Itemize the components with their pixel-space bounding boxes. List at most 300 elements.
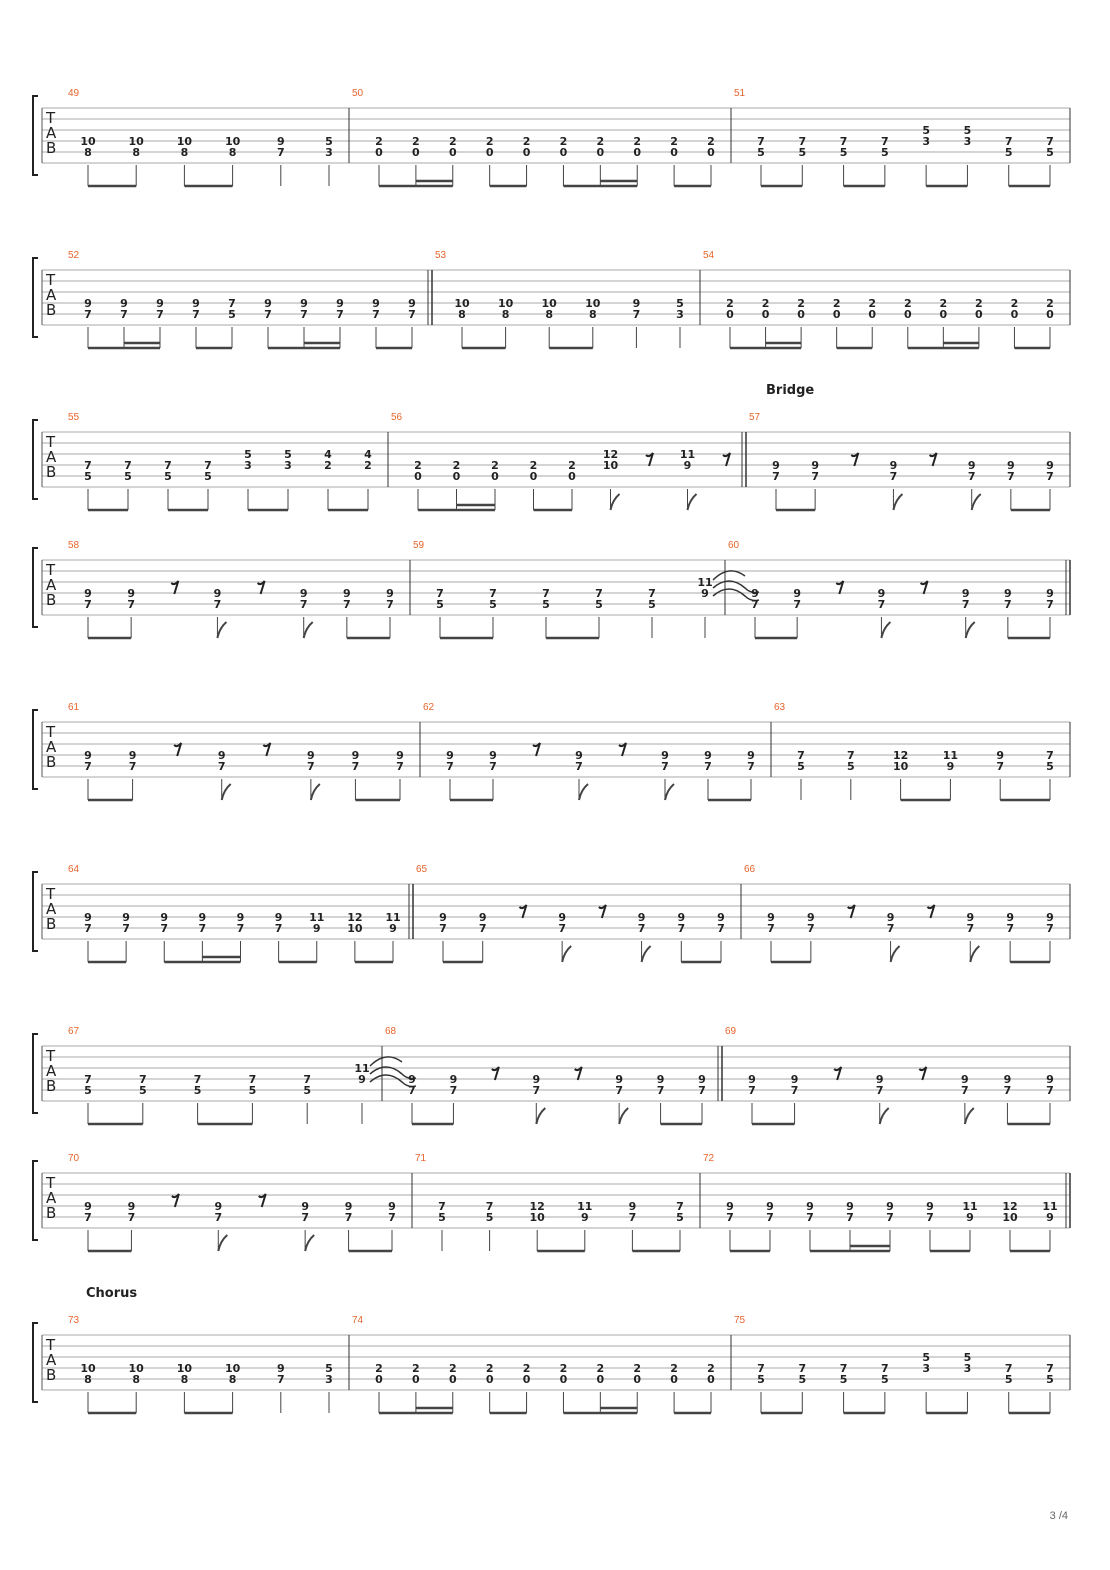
fret-number: 9 — [875, 1073, 884, 1086]
fret-number: 9 — [558, 911, 566, 924]
fret-number: 11 — [1042, 1200, 1058, 1213]
fret-number: 7 — [595, 587, 603, 600]
fret-number: 9 — [656, 1073, 665, 1086]
fret-number: 2 — [485, 135, 494, 148]
fret-number: 9 — [344, 1200, 353, 1213]
fret-number: 7 — [84, 308, 92, 321]
fret-number: 9 — [1046, 587, 1054, 600]
fret-number: 7 — [798, 135, 807, 148]
fret-number: 5 — [204, 470, 212, 483]
eighth-rest — [258, 581, 265, 594]
fret-number: 7 — [661, 760, 669, 773]
fret-number: 9 — [439, 911, 447, 924]
fret-number: 0 — [448, 146, 457, 159]
fret-number: 7 — [124, 459, 132, 472]
fret-number: 9 — [264, 297, 272, 310]
measure-number: 71 — [415, 1153, 427, 1164]
fret-number: 5 — [325, 1362, 333, 1375]
fret-number: 7 — [386, 598, 394, 611]
fret-number: 9 — [299, 587, 308, 600]
fret-number: 0 — [868, 308, 877, 321]
fret-number: 2 — [726, 297, 734, 310]
system-brace — [33, 96, 38, 175]
eighth-rest — [259, 1194, 266, 1207]
fret-number: 7 — [408, 308, 416, 321]
fret-number: 9 — [198, 911, 207, 924]
tab-clef-letter: A — [46, 448, 57, 466]
fret-number: 7 — [372, 308, 380, 321]
fret-number: 2 — [529, 459, 538, 472]
system-brace — [33, 420, 38, 499]
fret-number: 0 — [633, 146, 642, 159]
fret-number: 7 — [766, 1211, 774, 1224]
fret-number: 0 — [375, 146, 383, 159]
fret-number: 10 — [497, 297, 514, 310]
fret-number: 9 — [372, 297, 380, 310]
fret-number: 7 — [726, 1211, 734, 1224]
fret-number: 9 — [213, 587, 222, 600]
fret-number: 9 — [793, 587, 801, 600]
fret-number: 5 — [489, 598, 497, 611]
fret-number: 5 — [963, 1351, 972, 1364]
tab-clef-letter: B — [46, 139, 57, 157]
fret-number: 2 — [522, 1362, 531, 1375]
fret-number: 9 — [236, 911, 245, 924]
fret-number: 0 — [707, 1373, 715, 1386]
measure-number: 67 — [68, 1026, 80, 1037]
fret-number: 8 — [228, 146, 237, 159]
fret-number: 11 — [385, 911, 401, 924]
fret-number: 0 — [1046, 308, 1054, 321]
fret-number: 5 — [797, 760, 805, 773]
fret-number: 7 — [875, 1084, 884, 1097]
fret-number: 9 — [214, 1200, 223, 1213]
measure-number: 53 — [435, 250, 447, 261]
eighth-rest — [519, 905, 526, 918]
fret-number: 7 — [656, 1084, 665, 1097]
fret-number: 7 — [214, 1211, 223, 1224]
fret-number: 7 — [1046, 1084, 1054, 1097]
fret-number: 5 — [757, 146, 765, 159]
tab-clef-letter: T — [46, 1047, 56, 1065]
fret-number: 0 — [596, 146, 605, 159]
fret-number: 9 — [877, 587, 886, 600]
fret-number: 8 — [501, 308, 510, 321]
fret-number: 2 — [448, 135, 457, 148]
fret-number: 9 — [772, 459, 780, 472]
fret-number: 7 — [798, 1362, 807, 1375]
fret-number: 0 — [939, 308, 948, 321]
fret-number: 9 — [312, 922, 321, 935]
fret-number: 7 — [632, 308, 641, 321]
fret-number: 7 — [217, 760, 226, 773]
fret-number: 0 — [726, 308, 734, 321]
note-flag — [970, 946, 979, 962]
fret-number: 8 — [545, 308, 554, 321]
fret-number: 2 — [670, 135, 678, 148]
fret-number: 8 — [84, 1373, 92, 1386]
fret-number: 10 — [529, 1211, 545, 1224]
fret-number: 9 — [704, 749, 712, 762]
fret-number: 2 — [485, 1362, 494, 1375]
fret-number: 11 — [697, 576, 713, 589]
tab-clef-letter: B — [46, 1077, 57, 1095]
fret-number: 9 — [946, 760, 955, 773]
fret-number: 8 — [180, 1373, 189, 1386]
fret-number: 7 — [446, 760, 454, 773]
fret-number: 9 — [343, 587, 351, 600]
fret-number: 10 — [176, 1362, 193, 1375]
fret-number: 7 — [438, 1200, 446, 1213]
fret-number: 7 — [128, 760, 137, 773]
fret-number: 9 — [386, 587, 394, 600]
fret-number: 7 — [747, 760, 755, 773]
fret-number: 9 — [966, 911, 975, 924]
measure-number: 57 — [749, 412, 761, 423]
fret-number: 5 — [284, 448, 292, 461]
measure-number: 56 — [391, 412, 403, 423]
fret-number: 12 — [347, 911, 363, 924]
fret-number: 9 — [961, 1073, 969, 1086]
fret-number: 10 — [224, 135, 241, 148]
measure-number: 55 — [68, 412, 80, 423]
fret-number: 9 — [889, 459, 898, 472]
fret-number: 9 — [767, 911, 775, 924]
tab-clef-letter: A — [46, 286, 57, 304]
fret-number: 2 — [522, 135, 531, 148]
measure-number: 64 — [68, 864, 80, 875]
tab-clef-letter: A — [46, 124, 57, 142]
tab-clef-letter: B — [46, 753, 57, 771]
fret-number: 9 — [351, 749, 360, 762]
fret-number: 7 — [637, 922, 646, 935]
fret-number: 9 — [156, 297, 164, 310]
fret-number: 7 — [228, 297, 236, 310]
fret-number: 7 — [489, 587, 497, 600]
fret-number: 7 — [698, 1084, 706, 1097]
fret-number: 9 — [637, 911, 646, 924]
fret-number: 2 — [633, 135, 642, 148]
fret-number: 0 — [375, 1373, 383, 1386]
note-flag — [688, 494, 697, 510]
fret-number: 0 — [412, 1373, 420, 1386]
fret-number: 5 — [1046, 760, 1054, 773]
measure-number: 49 — [68, 88, 80, 99]
fret-number: 7 — [122, 922, 130, 935]
fret-number: 9 — [961, 587, 970, 600]
fret-number: 10 — [128, 1362, 144, 1375]
section-label: Chorus — [86, 1286, 138, 1301]
fret-number: 2 — [868, 297, 877, 310]
tab-clef-letter: B — [46, 463, 57, 481]
fret-number: 2 — [633, 1362, 642, 1375]
tab-clef-letter: A — [46, 1189, 57, 1207]
fret-number: 7 — [299, 598, 308, 611]
fret-number: 7 — [449, 1084, 458, 1097]
note-flag — [311, 784, 320, 800]
fret-number: 2 — [1010, 297, 1019, 310]
fret-number: 7 — [767, 922, 775, 935]
fret-number: 2 — [707, 135, 715, 148]
fret-number: 10 — [454, 297, 470, 310]
fret-number: 7 — [198, 922, 207, 935]
fret-number: 5 — [1004, 1373, 1013, 1386]
measure-number: 68 — [385, 1026, 397, 1037]
fret-number: 9 — [726, 1200, 734, 1213]
fret-number: 9 — [336, 297, 344, 310]
measure-number: 54 — [703, 250, 715, 261]
fret-number: 2 — [448, 1362, 457, 1375]
eighth-rest — [834, 1067, 841, 1080]
fret-number: 2 — [1046, 297, 1054, 310]
fret-number: 0 — [975, 308, 983, 321]
fret-number: 2 — [412, 135, 420, 148]
fret-number: 9 — [307, 749, 315, 762]
fret-number: 10 — [80, 135, 96, 148]
fret-number: 12 — [602, 448, 619, 461]
fret-number: 7 — [961, 598, 970, 611]
fret-number: 10 — [541, 297, 557, 310]
fret-number: 7 — [1046, 470, 1054, 483]
measure-number: 66 — [744, 864, 756, 875]
fret-number: 9 — [811, 459, 819, 472]
fret-number: 7 — [1046, 598, 1054, 611]
fret-number: 5 — [244, 448, 252, 461]
fret-number: 0 — [761, 308, 770, 321]
note-flag — [665, 784, 674, 800]
fret-number: 9 — [1046, 459, 1054, 472]
fret-number: 5 — [881, 1373, 889, 1386]
fret-number: 7 — [751, 598, 759, 611]
fret-number: 10 — [892, 760, 909, 773]
fret-number: 9 — [751, 587, 759, 600]
fret-number: 2 — [797, 297, 805, 310]
fret-number: 7 — [138, 1073, 147, 1086]
fret-number: 9 — [84, 587, 92, 600]
fret-number: 7 — [84, 1211, 92, 1224]
fret-number: 9 — [300, 297, 308, 310]
fret-number: 2 — [761, 297, 770, 310]
fret-number: 7 — [127, 598, 135, 611]
fret-number: 5 — [595, 598, 603, 611]
fret-number: 0 — [568, 470, 576, 483]
fret-number: 2 — [596, 1362, 605, 1375]
fret-number: 5 — [648, 598, 656, 611]
fret-number: 7 — [748, 1084, 756, 1097]
note-flag — [965, 1108, 974, 1124]
fret-number: 9 — [84, 297, 92, 310]
fret-number: 0 — [1010, 308, 1019, 321]
fret-number: 7 — [846, 749, 855, 762]
fret-number: 7 — [677, 922, 686, 935]
fret-number: 0 — [559, 146, 568, 159]
tab-clef-letter: T — [46, 271, 56, 289]
eighth-rest — [575, 1067, 582, 1080]
fret-number: 0 — [485, 146, 494, 159]
fret-number: 7 — [204, 459, 212, 472]
fret-number: 7 — [300, 308, 308, 321]
fret-number: 5 — [676, 297, 684, 310]
fret-number: 9 — [1046, 1211, 1054, 1224]
fret-number: 9 — [701, 587, 709, 600]
fret-number: 5 — [846, 760, 855, 773]
fret-number: 7 — [628, 1211, 637, 1224]
fret-number: 10 — [176, 135, 193, 148]
fret-number: 9 — [408, 297, 416, 310]
note-flag — [966, 622, 975, 638]
fret-number: 7 — [575, 760, 583, 773]
fret-number: 2 — [903, 297, 912, 310]
fret-number: 9 — [1006, 911, 1014, 924]
measure-number: 50 — [352, 88, 364, 99]
fret-number: 7 — [757, 135, 765, 148]
fret-number: 7 — [961, 1084, 969, 1097]
fret-number: 7 — [1004, 1362, 1013, 1375]
measure-number: 61 — [68, 702, 80, 713]
section-label: Bridge — [766, 383, 815, 398]
fret-number: 5 — [798, 1373, 807, 1386]
fret-number: 9 — [677, 911, 686, 924]
fret-number: 9 — [120, 297, 128, 310]
fret-number: 7 — [757, 1362, 765, 1375]
fret-number: 2 — [412, 1362, 420, 1375]
fret-number: 7 — [307, 760, 315, 773]
fret-number: 5 — [228, 308, 236, 321]
fret-number: 2 — [414, 459, 422, 472]
fret-number: 9 — [615, 1073, 623, 1086]
fret-number: 3 — [284, 459, 292, 472]
note-flag — [891, 946, 900, 962]
fret-number: 2 — [596, 135, 605, 148]
fret-number: 2 — [832, 297, 841, 310]
fret-number: 7 — [478, 922, 487, 935]
fret-number: 7 — [793, 598, 801, 611]
fret-number: 9 — [886, 1200, 894, 1213]
bend-arc — [713, 571, 745, 580]
fret-number: 2 — [559, 135, 568, 148]
fret-number: 9 — [966, 1211, 974, 1224]
fret-number: 9 — [698, 1073, 706, 1086]
fret-number: 9 — [766, 1200, 774, 1213]
eighth-rest — [619, 743, 626, 756]
fret-number: 9 — [127, 1200, 136, 1213]
fret-number: 5 — [485, 1211, 494, 1224]
fret-number: 7 — [1004, 135, 1013, 148]
tab-clef-letter: A — [46, 900, 57, 918]
fret-number: 7 — [1004, 598, 1012, 611]
fret-number: 7 — [84, 598, 92, 611]
eighth-rest — [930, 453, 937, 466]
fret-number: 7 — [1046, 135, 1054, 148]
measure-number: 70 — [68, 1153, 80, 1164]
bend-arc — [370, 1057, 402, 1066]
note-flag — [642, 946, 651, 962]
fret-number: 5 — [84, 470, 92, 483]
fret-number: 11 — [942, 749, 959, 762]
note-flag — [217, 622, 226, 638]
system-brace — [33, 1161, 38, 1240]
note-flag — [218, 1235, 227, 1251]
fret-number: 0 — [522, 146, 531, 159]
fret-number: 7 — [84, 1073, 92, 1086]
fret-number: 0 — [903, 308, 912, 321]
fret-number: 9 — [408, 1073, 416, 1086]
measure-number: 51 — [734, 88, 746, 99]
fret-number: 0 — [707, 146, 715, 159]
fret-number: 9 — [632, 297, 641, 310]
fret-number: 2 — [452, 459, 461, 472]
fret-number: 10 — [602, 459, 619, 472]
fret-number: 7 — [889, 470, 898, 483]
measure-number: 75 — [734, 1315, 746, 1326]
fret-number: 9 — [1046, 1073, 1054, 1086]
fret-number: 9 — [748, 1073, 756, 1086]
fret-number: 7 — [276, 146, 285, 159]
fret-number: 3 — [325, 146, 333, 159]
fret-number: 11 — [309, 911, 325, 924]
fret-number: 7 — [120, 308, 128, 321]
fret-number: 9 — [661, 749, 669, 762]
note-flag — [222, 784, 231, 800]
fret-number: 5 — [438, 1211, 446, 1224]
note-flag — [611, 494, 620, 510]
fret-number: 8 — [588, 308, 597, 321]
fret-number: 0 — [670, 1373, 678, 1386]
fret-number: 7 — [127, 1211, 136, 1224]
fret-number: 0 — [797, 308, 805, 321]
fret-number: 7 — [926, 1211, 934, 1224]
fret-number: 7 — [772, 470, 780, 483]
fret-number: 0 — [670, 146, 678, 159]
fret-number: 8 — [132, 1373, 141, 1386]
fret-number: 9 — [747, 749, 755, 762]
fret-number: 5 — [84, 1084, 92, 1097]
fret-number: 9 — [358, 1073, 366, 1086]
fret-number: 11 — [679, 448, 696, 461]
fret-number: 9 — [790, 1073, 799, 1086]
fret-number: 7 — [248, 1073, 257, 1086]
fret-number: 7 — [351, 760, 360, 773]
fret-number: 12 — [1002, 1200, 1018, 1213]
fret-number: 2 — [375, 135, 383, 148]
fret-number: 4 — [324, 448, 332, 461]
eighth-rest — [533, 743, 540, 756]
fret-number: 2 — [707, 1362, 715, 1375]
fret-number: 7 — [797, 749, 805, 762]
fret-number: 9 — [806, 1200, 814, 1213]
fret-number: 0 — [633, 1373, 642, 1386]
fret-number: 9 — [1004, 587, 1012, 600]
fret-number: 9 — [301, 1200, 309, 1213]
fret-number: 10 — [1002, 1211, 1018, 1224]
eighth-rest — [921, 581, 928, 594]
measure-number: 63 — [774, 702, 786, 713]
fret-number: 7 — [489, 760, 497, 773]
note-flag — [893, 494, 902, 510]
fret-number: 7 — [274, 922, 283, 935]
measure-number: 59 — [413, 540, 425, 551]
fret-number: 5 — [798, 146, 807, 159]
fret-number: 5 — [839, 1373, 848, 1386]
tab-clef-letter: A — [46, 738, 57, 756]
fret-number: 9 — [886, 911, 895, 924]
eighth-rest — [646, 453, 653, 466]
fret-number: 7 — [436, 587, 444, 600]
fret-number: 2 — [975, 297, 983, 310]
fret-number: 10 — [128, 135, 144, 148]
fret-number: 9 — [846, 1200, 854, 1213]
fret-number: 7 — [408, 1084, 416, 1097]
